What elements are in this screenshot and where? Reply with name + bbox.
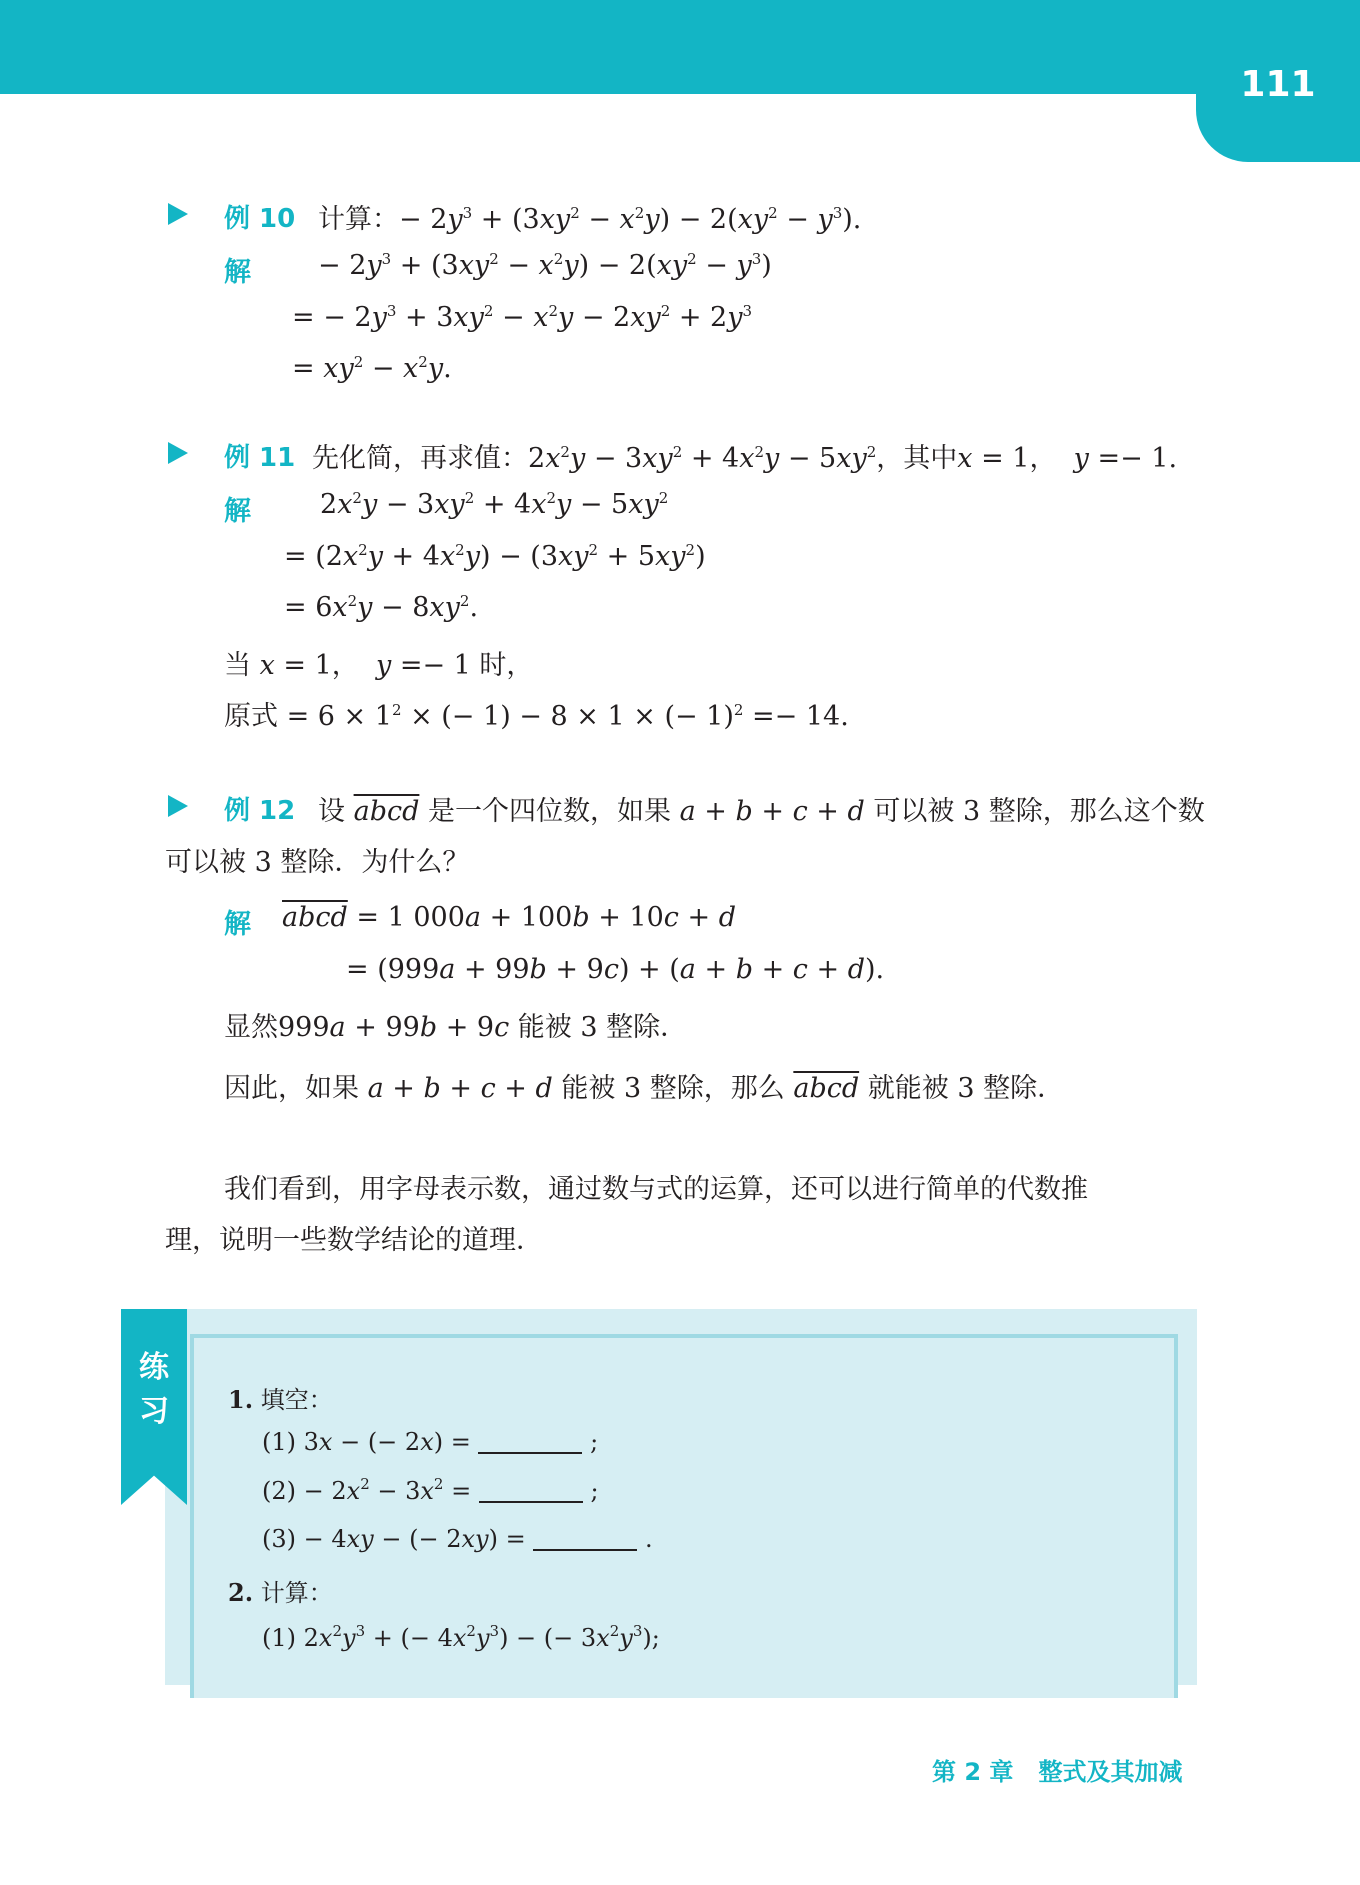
practice-q1-part-3: (3) − 4xy − (− 2xy) = . bbox=[262, 1525, 653, 1553]
example-12-problem-line-2: 可以被 3 整除．为什么？ bbox=[165, 847, 470, 878]
answer-blank[interactable] bbox=[479, 1479, 583, 1503]
example-marker-icon bbox=[168, 795, 188, 817]
example-12-problem-line-1: 设 abcd 是一个四位数，如果 a + b + c + d 可以被 3 整除，那么这个数 bbox=[318, 796, 1205, 827]
example-marker-icon bbox=[168, 442, 188, 464]
example-10-label: 例 10 bbox=[224, 204, 296, 234]
answer-blank[interactable] bbox=[478, 1430, 582, 1454]
example-11-step-1: $2x^2y - 3xy^2 + 4x^2y - 5xy^2$ bbox=[320, 489, 669, 520]
page-number: 111 bbox=[1240, 64, 1316, 105]
practice-q2-heading: 2. 计算： bbox=[228, 1578, 333, 1607]
practice-q1-part-2: $(2) - 2x^2 - 3x^2$ = ; bbox=[262, 1475, 599, 1505]
example-10-step-2: = − $2y^3 + 3xy^2 - x^2y - 2xy^2 + 2y^3$ bbox=[292, 302, 753, 333]
example-12-label: 例 12 bbox=[224, 796, 296, 826]
example-11-problem: 先化简，再求值：$2x^2y - 3xy^2 + 4x^2y - 5xy^2$，其中x = 1， y =− 1. bbox=[312, 443, 1178, 474]
example-10-step-1: − $2y^3 + (3xy^2 - x^2y) - 2(xy^2 - y^3)$ bbox=[318, 250, 772, 281]
header-band bbox=[0, 0, 1360, 94]
practice-q1-part-1: (1) 3x − (− 2x) = ; bbox=[262, 1428, 599, 1456]
example-11-solution-label: 解 bbox=[224, 496, 251, 527]
example-10-step-3: = $xy^2 - x^2y$. bbox=[292, 353, 452, 384]
example-marker-icon bbox=[168, 203, 188, 225]
example-11-result: 原式 = $6 \times 1^2$ × (− 1) − 8 × 1 × (− 1)$^2$ =− 14. bbox=[224, 701, 849, 732]
practice-q1-heading: 1. 填空： bbox=[228, 1385, 333, 1414]
answer-blank[interactable] bbox=[533, 1527, 637, 1551]
example-10-problem: 计算：− $2y^3 + (3xy^2 - x^2y) - 2(xy^2 - y^3)$. bbox=[318, 204, 862, 235]
summary-line-1: 我们看到，用字母表示数，通过数与式的运算，还可以进行简单的代数推 bbox=[224, 1174, 1088, 1205]
example-12-conclusion-2: 因此，如果 a + b + c + d 能被 3 整除，那么 abcd 就能被 3 整除． bbox=[224, 1073, 1065, 1104]
example-11-substitution: 当 x = 1， y =− 1 时， bbox=[224, 650, 534, 681]
example-12-step-1: abcd = 1 000a + 100b + 10c + d bbox=[282, 902, 736, 933]
example-11-label: 例 11 bbox=[224, 443, 296, 473]
example-11-step-3: = $6x^2y - 8xy^2$. bbox=[284, 592, 479, 623]
practice-ribbon-label: 练 习 bbox=[139, 1350, 169, 1429]
example-12-conclusion-1: 显然999a + 99b + 9c 能被 3 整除． bbox=[224, 1012, 688, 1043]
example-11-step-2: = $(2x^2y + 4x^2y) - (3xy^2 + 5xy^2)$ bbox=[284, 541, 706, 572]
practice-q2-part-1: (1) $2x^2y^3$ + (− $4x^2y^3$) − (− $3x^2y^3$); bbox=[262, 1622, 660, 1652]
example-12-step-2: = (999a + 99b + 9c) + (a + b + c + d). bbox=[346, 954, 885, 985]
chapter-footer: 第 2 章 整式及其加减 bbox=[932, 1758, 1183, 1786]
summary-line-2: 理，说明一些数学结论的道理． bbox=[165, 1225, 543, 1256]
example-10-solution-label: 解 bbox=[224, 257, 251, 288]
example-12-solution-label: 解 bbox=[224, 909, 251, 940]
